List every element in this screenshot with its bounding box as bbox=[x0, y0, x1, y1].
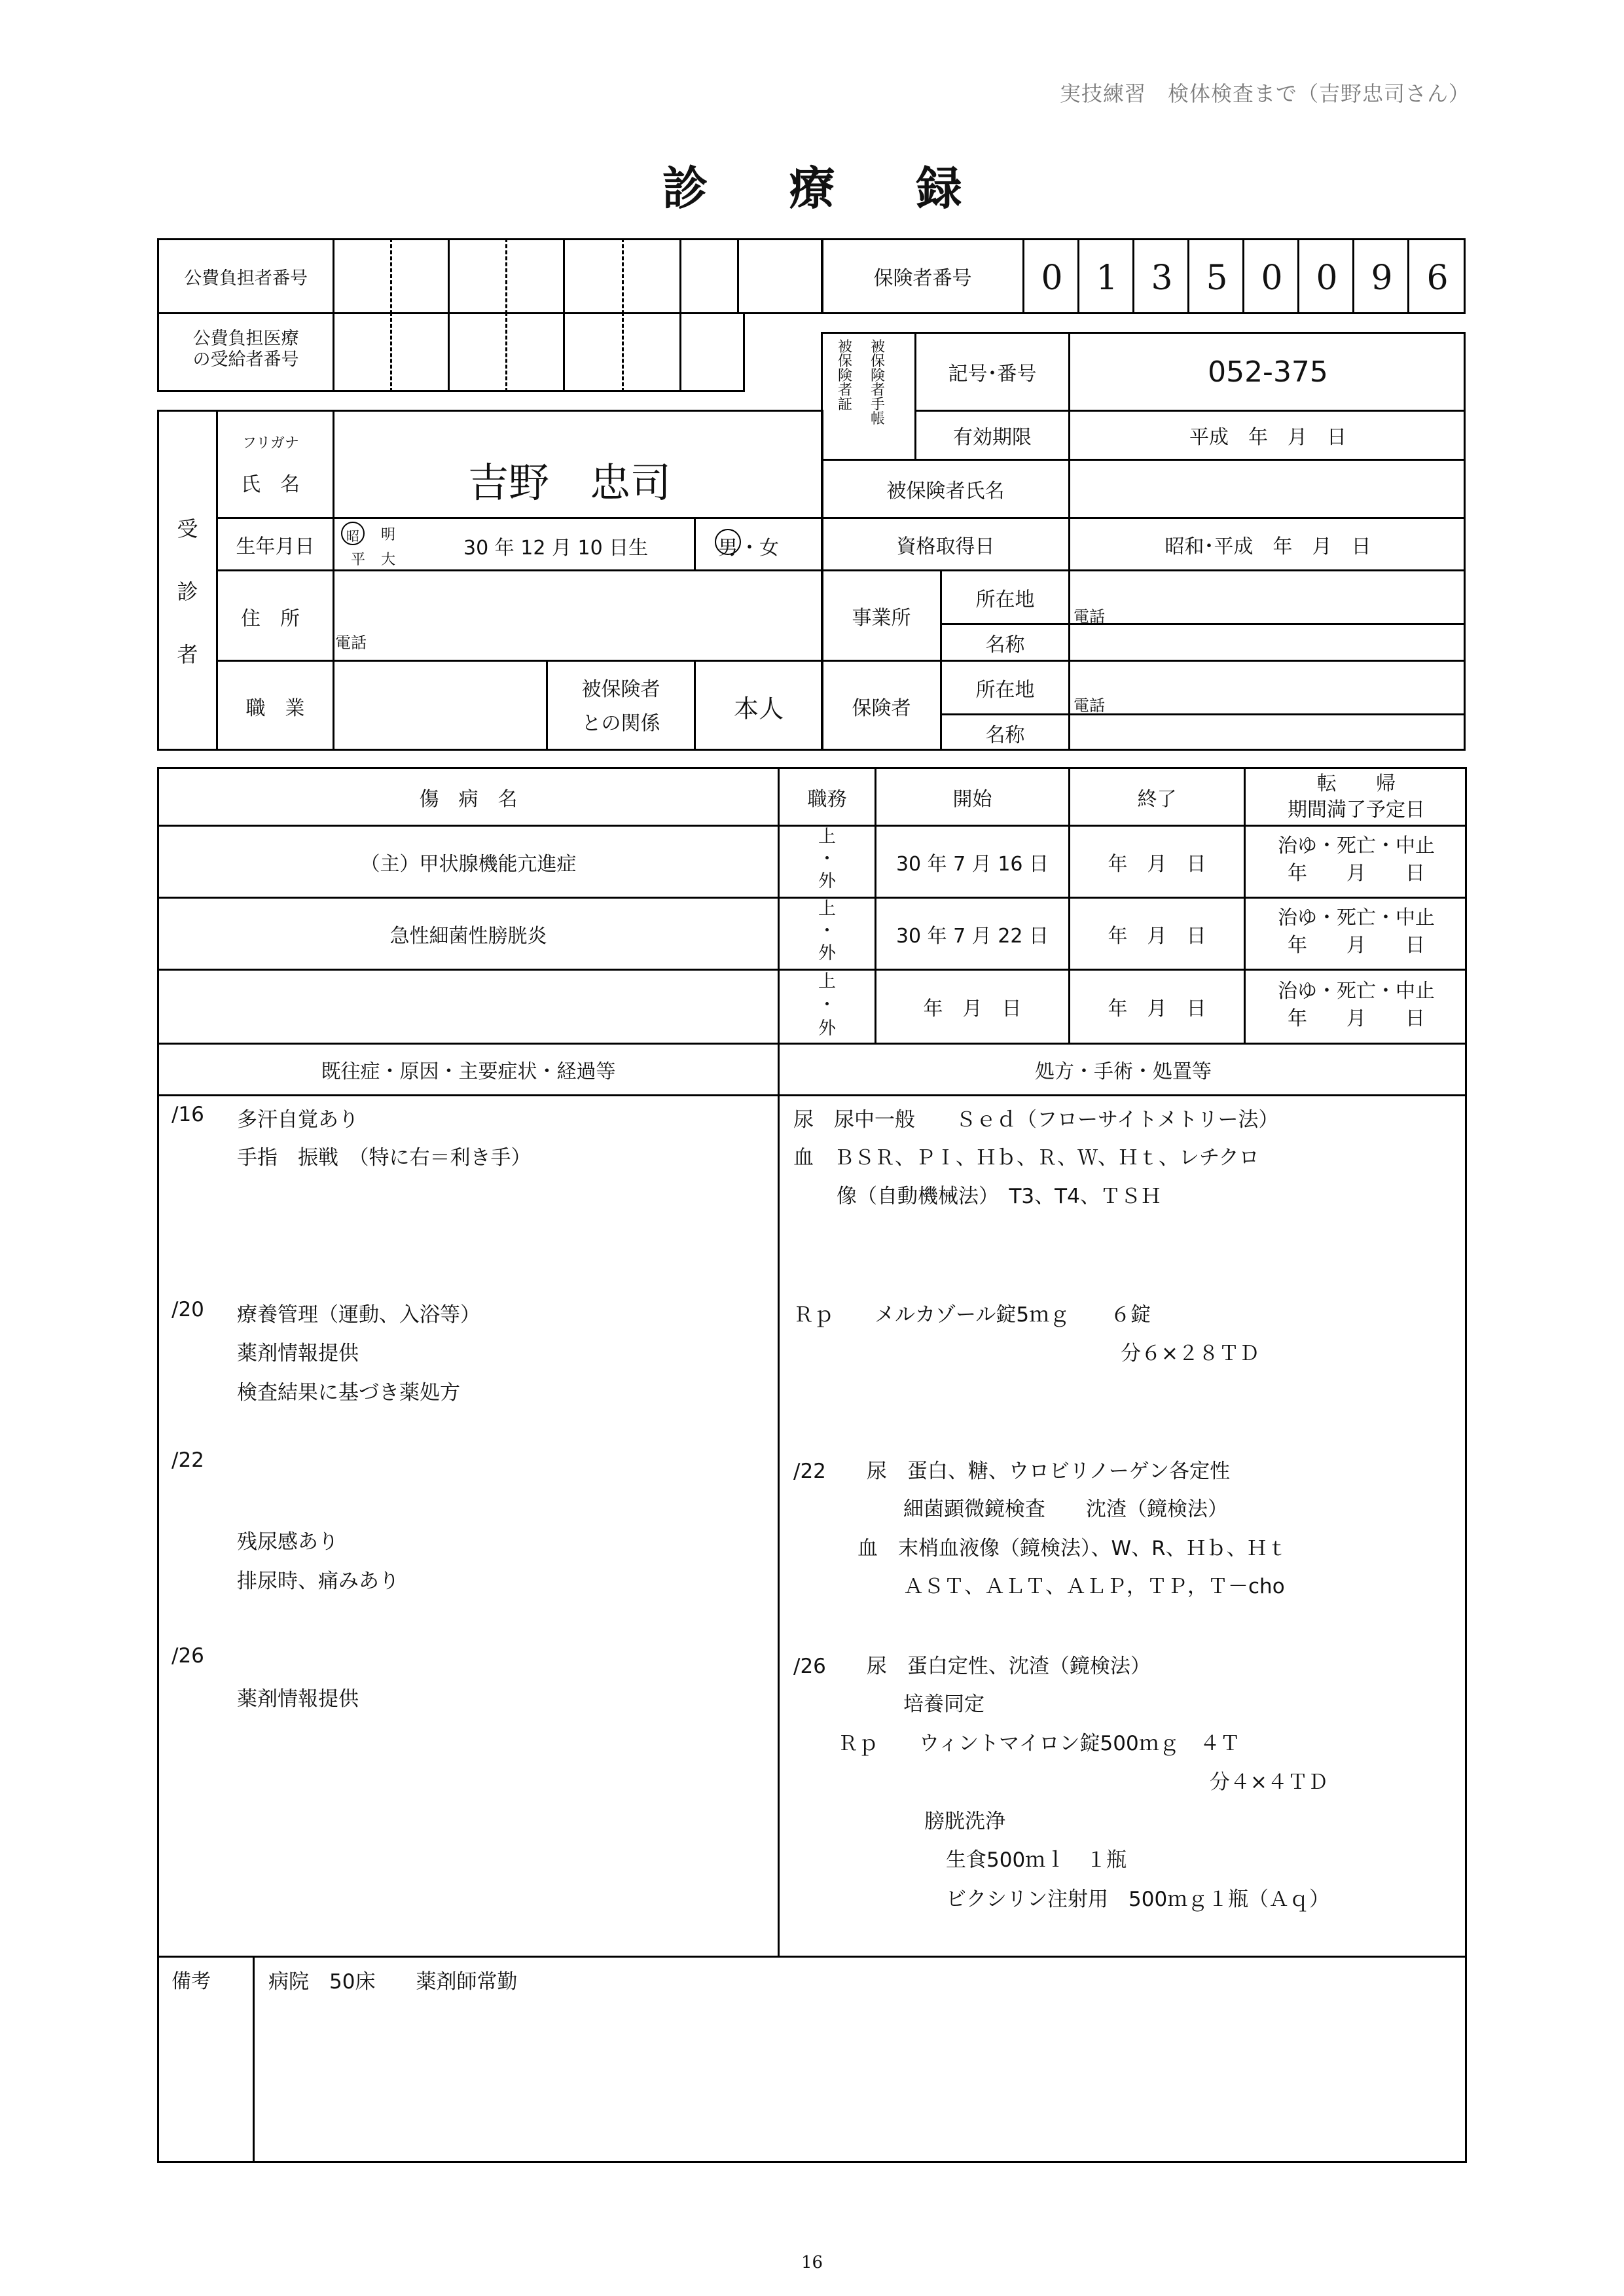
era-taisho: 大 bbox=[381, 552, 396, 568]
qualification-label: 資格取得日 bbox=[896, 535, 995, 558]
treatment-line: Ｒｐ ウィントマイロン錠500ｍｇ ４Ｔ bbox=[838, 1732, 1240, 1755]
duty-dot: ・ bbox=[818, 995, 836, 1015]
history-line: 療養管理（運動、入浴等） bbox=[237, 1303, 480, 1327]
treatment-line: /26 尿 蛋白定性、沈渣（鏡検法） bbox=[793, 1655, 1151, 1678]
history-line: /22 bbox=[171, 1448, 204, 1472]
insurer-digit-3: 3 bbox=[1151, 259, 1173, 298]
duty-top: 上 bbox=[818, 827, 836, 847]
insured-name-label: 被保険者氏名 bbox=[886, 480, 1005, 503]
insurer-digit-8: 6 bbox=[1426, 259, 1449, 298]
title-char-1: 診 bbox=[662, 162, 708, 215]
treatment-line: /22 尿 蛋白、糖、ウロビリノーゲン各定性 bbox=[793, 1460, 1231, 1483]
treatment-line: 血 末梢血液像（鏡検法）、W、R、Ｈｂ、Ｈｔ bbox=[857, 1537, 1288, 1560]
treatment-line: ビクシリン注射用 500ｍｇ１瓶（Ａｑ） bbox=[946, 1888, 1330, 1911]
era-meiji: 明 bbox=[381, 527, 396, 543]
disease-start: 年 月 日 bbox=[923, 997, 1022, 1020]
patient-side-label bbox=[159, 497, 216, 686]
outcome-header-line1: 転 帰 bbox=[1317, 772, 1396, 795]
card-label-a: 被 保 険 者 証 bbox=[838, 339, 853, 413]
disease-name: （主）甲状腺機能亢進症 bbox=[360, 852, 577, 876]
treatment-line: Ｒｐ メルカゾール錠5ｍｇ ６錠 bbox=[793, 1303, 1151, 1327]
header-note: 実技練習 検体検査まで（吉野忠司さん） bbox=[1059, 81, 1470, 106]
duty-cell bbox=[780, 970, 875, 1041]
insurer-name-label: 名称 bbox=[985, 724, 1025, 747]
validity-value: 平成 年 月 日 bbox=[1189, 426, 1346, 449]
history-line: 薬剤情報提供 bbox=[237, 1687, 359, 1711]
history-line: 多汗自覚あり bbox=[237, 1108, 359, 1132]
era-heisei: 平 bbox=[351, 552, 366, 568]
address-label: 住 所 bbox=[241, 607, 300, 630]
remarks-value: 病院 50床 薬剤師常勤 bbox=[268, 1970, 518, 1994]
sex-male: 男 bbox=[718, 537, 738, 560]
validity-label: 有効期限 bbox=[953, 426, 1032, 449]
insurer-number-label: 保険者番号 bbox=[873, 267, 972, 290]
disease-end: 年 月 日 bbox=[1108, 997, 1206, 1020]
sex-female: ・女 bbox=[740, 537, 779, 560]
treatment-line: 尿 尿中一般 Ｓｅｄ（フローサイトメトリー法） bbox=[793, 1108, 1279, 1132]
outcome-options: 治ゆ・死亡・中止 bbox=[1278, 980, 1435, 1003]
office-phone-label: 電話 bbox=[1074, 607, 1105, 626]
treatment-line: ＡＳＴ、ＡＬＴ、ＡＬＰ，ＴＰ，Ｔ－cho bbox=[903, 1575, 1285, 1598]
treatment-header: 処方・手術・処置等 bbox=[1035, 1060, 1212, 1083]
insurer-digit-2: 1 bbox=[1096, 259, 1118, 298]
history-header: 既往症・原因・主要症状・経過等 bbox=[321, 1060, 616, 1083]
outcome-header bbox=[1246, 771, 1467, 823]
history-line: 手指 振戦 （特に右＝利き手） bbox=[237, 1146, 532, 1170]
treatment-line: 生食500ｍｌ １瓶 bbox=[946, 1848, 1127, 1872]
duty-top: 上 bbox=[818, 971, 836, 992]
code-number-value: 052-375 bbox=[1208, 355, 1328, 389]
insurer-location-label: 所在地 bbox=[975, 678, 1035, 702]
duty-bottom: 外 bbox=[818, 943, 836, 963]
disease-name-header: 傷 病 名 bbox=[419, 787, 518, 811]
treatment-line: 血 ＢＳＲ、ＰＩ、Ｈｂ、Ｒ、Ｗ、Ｈｔ、レチクロ bbox=[793, 1146, 1259, 1170]
relation-label-line1: 被保険者 bbox=[581, 678, 660, 701]
furigana-label: フリガナ bbox=[242, 435, 299, 452]
duty-header: 職務 bbox=[807, 787, 847, 811]
insurer-phone-label: 電話 bbox=[1074, 696, 1105, 715]
title-char-2: 療 bbox=[789, 162, 835, 215]
qualification-value: 昭和･平成 年 月 日 bbox=[1164, 535, 1371, 558]
outcome-header-line2: 期間満了予定日 bbox=[1288, 798, 1425, 821]
insurer-digit-1: 0 bbox=[1041, 259, 1063, 298]
relation-value: 本人 bbox=[733, 694, 784, 723]
patient-side-char-3: 者 bbox=[177, 642, 198, 667]
occupation-label: 職 業 bbox=[245, 697, 305, 720]
duty-dot: ・ bbox=[818, 849, 836, 869]
outcome-date: 年 月 日 bbox=[1288, 934, 1425, 957]
history-line: /26 bbox=[171, 1644, 204, 1668]
name-label: 氏 名 bbox=[241, 473, 300, 496]
card-label-b: 被 保 険 者 手 帳 bbox=[871, 339, 886, 427]
duty-bottom: 外 bbox=[818, 871, 836, 891]
history-line: 検査結果に基づき薬処方 bbox=[237, 1381, 460, 1405]
history-line: /16 bbox=[171, 1103, 204, 1126]
history-line: 薬剤情報提供 bbox=[237, 1342, 359, 1365]
duty-cell bbox=[780, 826, 875, 893]
insurer-digit-6: 0 bbox=[1316, 259, 1338, 298]
disease-name: 急性細菌性膀胱炎 bbox=[389, 924, 547, 948]
outcome-date: 年 月 日 bbox=[1288, 862, 1425, 885]
duty-dot: ・ bbox=[818, 921, 836, 941]
relation-label-line2: との関係 bbox=[581, 712, 660, 735]
treatment-line: 培養同定 bbox=[903, 1693, 984, 1716]
relation-label bbox=[548, 673, 694, 741]
remarks-label: 備考 bbox=[171, 1970, 211, 1993]
code-number-label: 記号･番号 bbox=[948, 363, 1037, 386]
outcome-options: 治ゆ・死亡・中止 bbox=[1278, 834, 1435, 857]
end-header: 終了 bbox=[1137, 787, 1177, 811]
history-line: 残尿感あり bbox=[237, 1530, 338, 1554]
duty-cell bbox=[780, 898, 875, 965]
page-title bbox=[0, 152, 1624, 218]
treatment-line: 像（自動機械法） T3、T4、ＴＳＨ bbox=[837, 1185, 1161, 1208]
address-phone-label: 電話 bbox=[335, 634, 367, 652]
disease-outcome bbox=[1246, 978, 1467, 1033]
page-number: 16 bbox=[801, 2253, 823, 2272]
duty-bottom: 外 bbox=[818, 1018, 836, 1039]
era-showa: 昭 bbox=[346, 528, 359, 544]
history-line: /20 bbox=[171, 1298, 204, 1321]
office-location-label: 所在地 bbox=[975, 588, 1035, 611]
start-header: 開始 bbox=[952, 787, 992, 811]
disease-end: 年 月 日 bbox=[1108, 924, 1206, 948]
office-label: 事業所 bbox=[852, 606, 911, 630]
patient-side-char-1: 受 bbox=[177, 516, 198, 541]
disease-name bbox=[159, 971, 778, 1043]
patient-name-value: 吉野 忠司 bbox=[468, 459, 672, 507]
disease-end: 年 月 日 bbox=[1108, 852, 1206, 876]
treatment-line: 膀胱洗浄 bbox=[924, 1810, 1005, 1833]
office-name-label: 名称 bbox=[985, 633, 1025, 656]
outcome-options: 治ゆ・死亡・中止 bbox=[1278, 906, 1435, 929]
treatment-line: 分４×４ＴＤ bbox=[1210, 1770, 1328, 1794]
disease-outcome bbox=[1246, 833, 1467, 888]
history-line: 排尿時、痛みあり bbox=[237, 1570, 399, 1593]
disease-start: 30 年 7 月 22 日 bbox=[895, 924, 1049, 948]
dob-label: 生年月日 bbox=[236, 535, 315, 558]
public-recipient-label-line2: の受給者番号 bbox=[192, 350, 299, 370]
insurer-label: 保険者 bbox=[852, 697, 911, 720]
public-recipient-label-line1: 公費負担医療 bbox=[192, 329, 299, 349]
public-payer-number-label: 公費負担者番号 bbox=[184, 268, 308, 289]
outcome-date: 年 月 日 bbox=[1288, 1007, 1425, 1030]
treatment-line: 細菌顕微鏡検査 沈渣（鏡検法） bbox=[903, 1498, 1228, 1521]
insurer-digit-5: 0 bbox=[1261, 259, 1283, 298]
insurer-digit-4: 5 bbox=[1206, 259, 1228, 298]
duty-top: 上 bbox=[818, 899, 836, 919]
patient-side-char-2: 診 bbox=[177, 579, 198, 604]
dob-value: 30 年 12 月 10 日生 bbox=[463, 537, 649, 560]
disease-outcome bbox=[1246, 905, 1467, 960]
disease-start: 30 年 7 月 16 日 bbox=[895, 852, 1049, 876]
insurer-digit-7: 9 bbox=[1371, 259, 1393, 298]
title-char-3: 録 bbox=[916, 162, 962, 215]
treatment-line: 分６×２８ＴＤ bbox=[1121, 1342, 1259, 1365]
public-recipient-label bbox=[159, 329, 333, 370]
